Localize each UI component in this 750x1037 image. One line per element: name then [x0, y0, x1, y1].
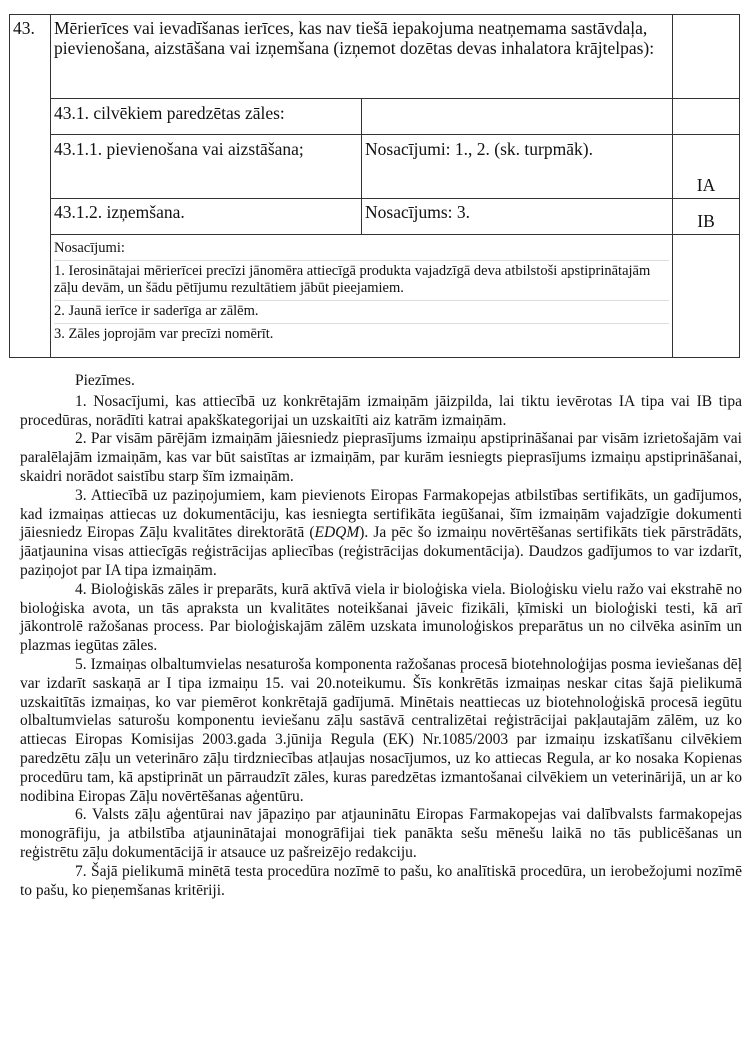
conditions-title: Nosacījumi: — [54, 238, 669, 261]
note-item: 2. Par visām pārējām izmaiņām jāiesniedz pieprasījums izmaiņu apstiprināšanai par visām izrietošajām vai paralēlajām izmaiņām, kas var būt saistītas ar izmaiņām, par kurām iesniegts pieprasījums izmaiņu apstiprināšanai, skaidri norādot saistību starp šīm izmaiņām. — [20, 430, 742, 485]
conditions-type-empty — [673, 235, 740, 358]
row-conditions: Nosacījumi: 1., 2. (sk. turpmāk). — [362, 135, 673, 199]
note-item — [20, 487, 742, 581]
row-type: IB — [673, 199, 740, 235]
row-type: IA — [673, 135, 740, 199]
notes-section — [20, 372, 742, 900]
note-item: 5. Izmaiņas olbaltumvielas nesaturoša komponenta ražošanas procesā biotehnoloģijas posma ieviešanas dēļ var izdarīt saskaņā ar I tipa izmaiņu 15. vai 20.noteikumu. Šīs konkrētās izmaiņas neskar citas šajā pielikumā uzskaitītās izmaiņas, ko var piemērot konkrētajā gadījumā. Minētais neattiecas uz biotehnoloģiskā procesā iegūtu olbaltumvielas saturošu komponentu ieviešanu zāļu sastāvā centralizētai reģistrācijai pakļautajām zālēm, uz ko attiecas Eiropas Komisijas 2003.gada 3.jūnija Regula (EK) Nr.1085/2003 par izmaiņu izskatīšanu cilvēkiem paredzētu zāļu un veterināro zāļu tirdzniecības atļaujas nosacījumos, uz ko attiecas Regula, ar ko nosaka Kopienas procedūru tam, kā apstiprināt un pārraudzīt zāles, kuras paredzētas izmantošanai cilvēkiem un veterinārijā, un ar ko nodibina Eiropas Zāļu novērtēšanas aģentūru. — [20, 655, 742, 805]
note3-text-after: ). Ja pēc šo izmaiņu novērtēšanas sertifikāts tiek pārstrādāts, jāatjaunina visas attiecīgās reģistrācijas apliecības (reģistrācijas dokumentācija). Daudzos gadījumos to var izdarīt, paziņojot par IA tipa izmaiņām. — [20, 524, 742, 579]
condition-item: 1. Ierosinātajai mērierīcei precīzi jānomēra attiecīgā produkta vajadzīgā deva atbilstoši apstiprinātajām zāļu devām, un šādu pētījumu rezultātiem jābūt pieejamiem. — [54, 261, 669, 301]
subitem-type — [673, 99, 740, 135]
subitem-conditions — [362, 99, 673, 135]
subitem-description: 43.1. cilvēkiem paredzētas zāles: — [51, 99, 362, 135]
note3-text-before: 3. Attiecībā uz paziņojumiem, kam pievienots Eiropas Farmakopejas atbilstības sertifikāts, un gadījumos, kad izmaiņas attiecas uz dokumentāciju, kas iesniegta sertifikāta iegūšanai, šīm izmaiņām vajadzīgie dokumenti jāiesniedz Eiropas Zāļu kvalitātes direktorātā ( — [20, 486, 742, 542]
table-row-43-1 — [10, 99, 740, 135]
conditions-row — [10, 235, 740, 358]
row-description: 43.1.2. izņemšana. — [51, 199, 362, 235]
note-item: 1. Nosacījumi, kas attiecībā uz konkrētajām izmaiņām jāizpilda, lai tiktu ievērotas IA tipa vai IB tipa procedūras, norādīti katrai apakškategorijai un uzskaitīti aiz katrām izmaiņām. — [20, 392, 742, 429]
condition-item: 3. Zāles joprojām var precīzi nomērīt. — [54, 326, 274, 342]
table-row — [10, 135, 740, 199]
notes-title: Piezīmes. — [75, 372, 135, 389]
item-description: Mērierīces vai ievadīšanas ierīces, kas nav tiešā iepakojuma neatņemama sastāvdaļa, pievienošana, aizstāšana vai izņemšana (izņemot dozētas devas inhalatora krājtelpas): — [51, 15, 673, 99]
note-item: 7. Šajā pielikumā minētā testa procedūra nozīmē to pašu, ko analītiskā procedūra, un ierobežojumi nozīmē to pašu, ko pieņemšanas kritēriji. — [20, 862, 742, 899]
item-type-empty — [673, 15, 740, 99]
row-conditions: Nosacījums: 3. — [362, 199, 673, 235]
item-number: 43. — [10, 15, 51, 358]
table-row — [10, 199, 740, 235]
note-item: 4. Bioloģiskās zāles ir preparāts, kurā aktīvā viela ir bioloģiska viela. Bioloģisku vielu ražo vai ekstrahē no bioloģiska avota, un tās apraksta un kvalitātes noteikšanai jāveic fizikāli, ķīmiski un bioloģiski testi, kā arī jākontrolē ražošanas process. Par bioloģiskajām zālēm uzskata imunoloģiskos preparātus un no cilvēka asinīm un plazmas iegūtas zāles. — [20, 580, 742, 655]
note3-abbreviation: EDQM — [314, 524, 360, 542]
conditions-block — [51, 235, 673, 358]
row-description: 43.1.1. pievienošana vai aizstāšana; — [51, 135, 362, 199]
variation-table — [9, 14, 740, 358]
condition-item: 2. Jaunā ierīce ir saderīga ar zālēm. — [54, 301, 669, 324]
table-row-43 — [10, 15, 740, 99]
note-item: 6. Valsts zāļu aģentūrai nav jāpaziņo par atjauninātu Eiropas Farmakopejas vai dalībvalsts farmakopejas monogrāfiju, ja atbilstība atjauninātajai monogrāfijai tiek panākta sešu mēnešu laikā no tās publicēšanas un reģistrētu zāļu dokumentācijā ir atsauce uz pašreizējo redakciju. — [20, 806, 742, 861]
